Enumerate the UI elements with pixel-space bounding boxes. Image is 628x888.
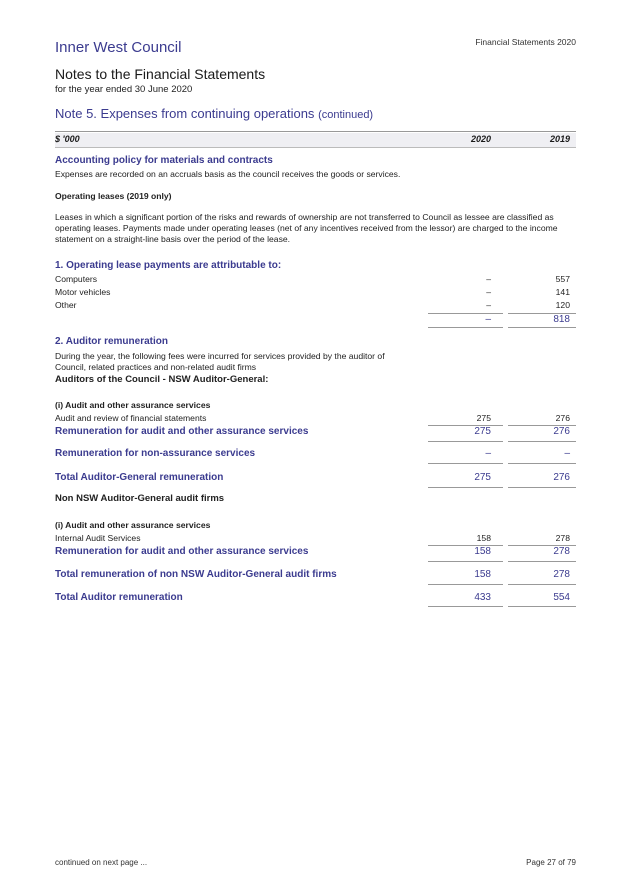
value-2020: 158: [474, 569, 491, 580]
value-2019: 278: [553, 546, 570, 557]
total-row: [55, 472, 576, 486]
value-2019: 818: [553, 314, 570, 325]
value-2020: –: [485, 314, 491, 325]
total-underline-2019: [508, 327, 576, 328]
value-2019: 276: [555, 413, 570, 423]
reporting-period: for the year ended 30 June 2020: [55, 84, 193, 95]
value-2019: 276: [553, 472, 570, 483]
note-continued: (continued): [318, 109, 374, 121]
operating-lease-heading: 1. Operating lease payments are attributable to:: [55, 260, 282, 271]
value-2019: 120: [555, 300, 570, 310]
subtotal-underline-2019: [508, 463, 576, 464]
value-2020: –: [486, 287, 491, 297]
row-label: Computers: [55, 274, 98, 284]
table-row: [55, 533, 576, 545]
leases-text: Leases in which a significant portion of the risks and rewards of ownership are not transferred to Council as lessee are classified as operating leases. Payments made under operating leases (net of any incentives received from the lessor) are charged to the income statement on a straight-line basis over the period of the lease.: [55, 212, 558, 244]
table-row: [55, 413, 576, 425]
value-2020: 158: [476, 533, 491, 543]
units-label: $ '000: [55, 134, 80, 144]
value-2019: –: [564, 448, 570, 459]
table-row: [55, 287, 576, 299]
row-label: Internal Audit Services: [55, 533, 141, 543]
auditor-intro: During the year, the following fees were incurred for services provided by the auditor of Council, related practices and non-related audit firms: [55, 351, 385, 372]
row-label: Remuneration for non-assurance services: [55, 448, 256, 459]
row-label: Total remuneration of non NSW Auditor-General audit firms: [55, 569, 337, 580]
column-2020: 2020: [470, 134, 491, 144]
value-2020: 275: [474, 472, 491, 483]
column-2019: 2019: [549, 134, 570, 144]
policy-text: Expenses are recorded on an accruals basis as the council receives the goods or services.: [55, 169, 401, 179]
subtotal-underline-2020: [428, 463, 503, 464]
row-label: Remuneration for audit and other assurance services: [55, 426, 309, 437]
value-2019: 141: [555, 287, 570, 297]
note-title: [55, 106, 373, 121]
total-underline-2020: [428, 327, 503, 328]
notes-title: Notes to the Financial Statements: [55, 66, 266, 82]
ag-assurance-subheading: (i) Audit and other assurance services: [55, 400, 211, 410]
subtotal-underline-2019: [508, 561, 576, 562]
total-row: [55, 569, 576, 583]
continued-note: continued on next page ...: [55, 858, 148, 867]
value-2020: 275: [474, 426, 491, 437]
row-label: Other: [55, 300, 77, 310]
table-row: [55, 300, 576, 312]
table-row: [55, 274, 576, 286]
value-2020: 275: [476, 413, 491, 423]
value-2019: 278: [553, 569, 570, 580]
lease-total-row: [55, 314, 576, 328]
value-2019: 276: [553, 426, 570, 437]
row-label: Motor vehicles: [55, 287, 111, 297]
document-type: Financial Statements 2020: [475, 37, 576, 47]
value-2020: –: [486, 274, 491, 284]
row-label: Audit and review of financial statements: [55, 413, 207, 423]
non-ag-heading: Non NSW Auditor-General audit firms: [55, 493, 225, 504]
auditor-remuneration-heading: 2. Auditor remuneration: [55, 336, 168, 347]
value-2020: –: [486, 300, 491, 310]
row-label: Remuneration for audit and other assurance services: [55, 546, 309, 557]
total-underline-2020: [428, 584, 503, 585]
council-name: Inner West Council: [55, 39, 182, 56]
subtotal-row: [55, 448, 576, 462]
non-ag-assurance-subheading: (i) Audit and other assurance services: [55, 520, 211, 530]
value-2020: –: [485, 448, 491, 459]
value-2019: 278: [555, 533, 570, 543]
subtotal-row: [55, 546, 576, 560]
value-2020: 433: [474, 592, 491, 603]
leases-heading: Operating leases (2019 only): [55, 191, 172, 201]
grand-total-underline-2019: [508, 606, 576, 607]
total-underline-2019: [508, 584, 576, 585]
value-2019: 557: [555, 274, 570, 284]
grand-total-row: [55, 592, 576, 606]
subtotal-underline-2020: [428, 561, 503, 562]
subtotal-underline-2019: [508, 441, 576, 442]
page-number: Page 27 of 79: [526, 858, 576, 867]
grand-total-underline-2020: [428, 606, 503, 607]
row-label: Total Auditor remuneration: [55, 592, 183, 603]
note-title-text: Note 5. Expenses from continuing operations: [55, 106, 315, 121]
auditor-general-heading: Auditors of the Council - NSW Auditor-General:: [55, 374, 269, 385]
value-2020: 158: [474, 546, 491, 557]
subtotal-row: [55, 426, 576, 440]
row-label: Total Auditor-General remuneration: [55, 472, 224, 483]
header-rule: [55, 131, 576, 132]
policy-heading: Accounting policy for materials and contracts: [55, 155, 273, 166]
subtotal-underline-2020: [428, 441, 503, 442]
value-2019: 554: [553, 592, 570, 603]
table-header: [55, 133, 576, 148]
total-underline-2019: [508, 487, 576, 488]
total-underline-2020: [428, 487, 503, 488]
